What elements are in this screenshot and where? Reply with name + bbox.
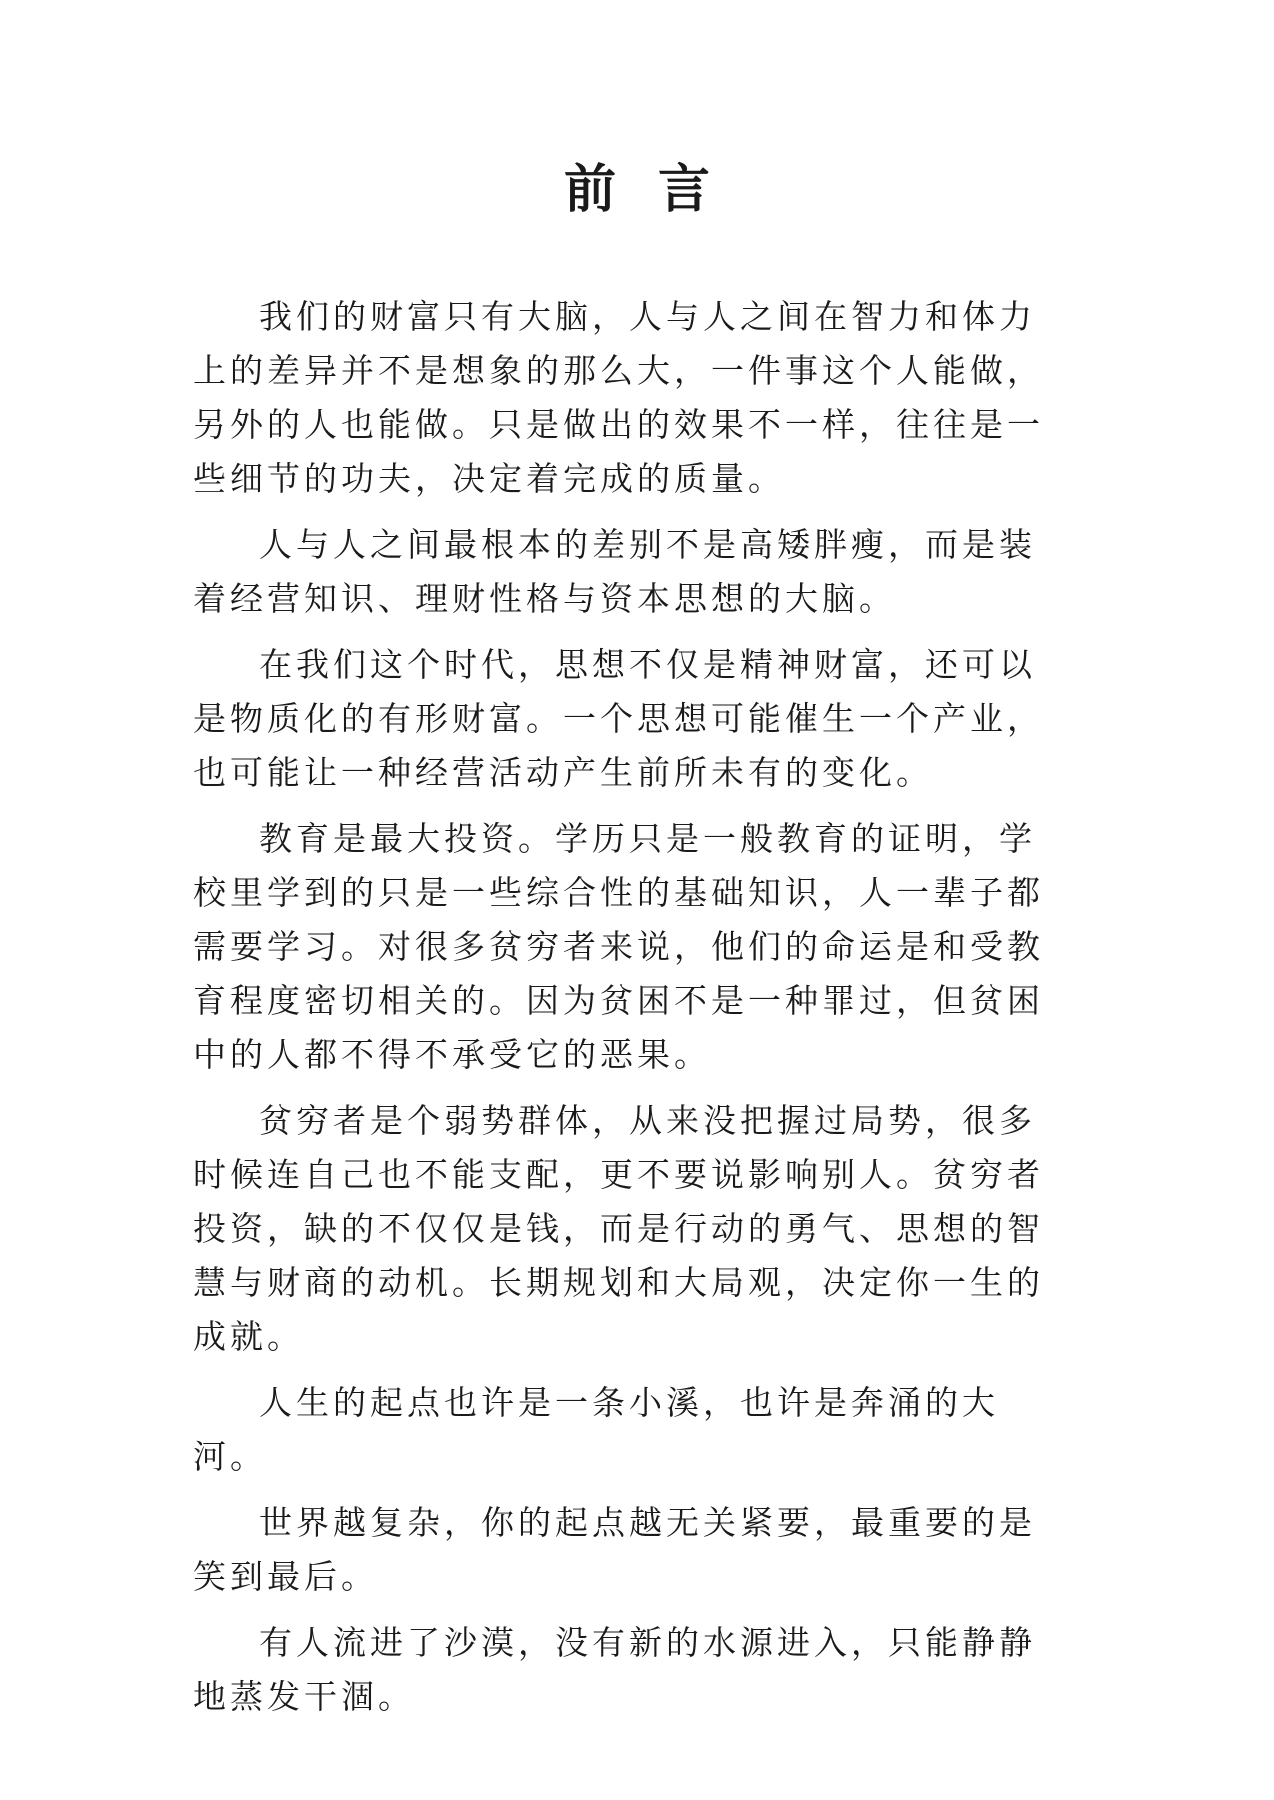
paragraph-2: 人与人之间最根本的差别不是高矮胖瘦，而是装着经营知识、理财性格与资本思想的大脑。	[193, 525, 1036, 618]
paragraph-7: 世界越复杂，你的起点越无关紧要，最重要的是笑到最后。	[193, 1503, 1036, 1596]
body-text	[193, 290, 1063, 1736]
paragraph-5: 贫穷者是个弱势群体，从来没把握过局势，很多时候连自己也不能支配，更不要说影响别人。贫穷者投资，缺的不仅仅是钱，而是行动的勇气、思想的智慧与财商的动机。长期规划和大局观，决定你一生的成就。	[193, 1101, 1044, 1356]
paragraph-8: 有人流进了沙漠，没有新的水源进入，只能静静地蒸发干涸。	[193, 1623, 1036, 1716]
paragraph-1: 我们的财富只有大脑，人与人之间在智力和体力上的差异并不是想象的那么大，一件事这个人能做，另外的人也能做。只是做出的效果不一样，往往是一些细节的功夫，决定着完成的质量。	[193, 297, 1044, 498]
page-title: 前言	[563, 159, 752, 220]
paragraph-6: 人生的起点也许是一条小溪，也许是奔涌的大河。	[193, 1383, 999, 1476]
paragraph-3: 在我们这个时代，思想不仅是精神财富，还可以是物质化的有形财富。一个思想可能催生一个产业，也可能让一种经营活动产生前所未有的变化。	[193, 645, 1044, 792]
paragraph-4: 教育是最大投资。学历只是一般教育的证明，学校里学到的只是一些综合性的基础知识，人一辈子都需要学习。对很多贫穷者来说，他们的命运是和受教育程度密切相关的。因为贫困不是一种罪过，但贫困中的人都不得不承受它的恶果。	[193, 819, 1044, 1074]
